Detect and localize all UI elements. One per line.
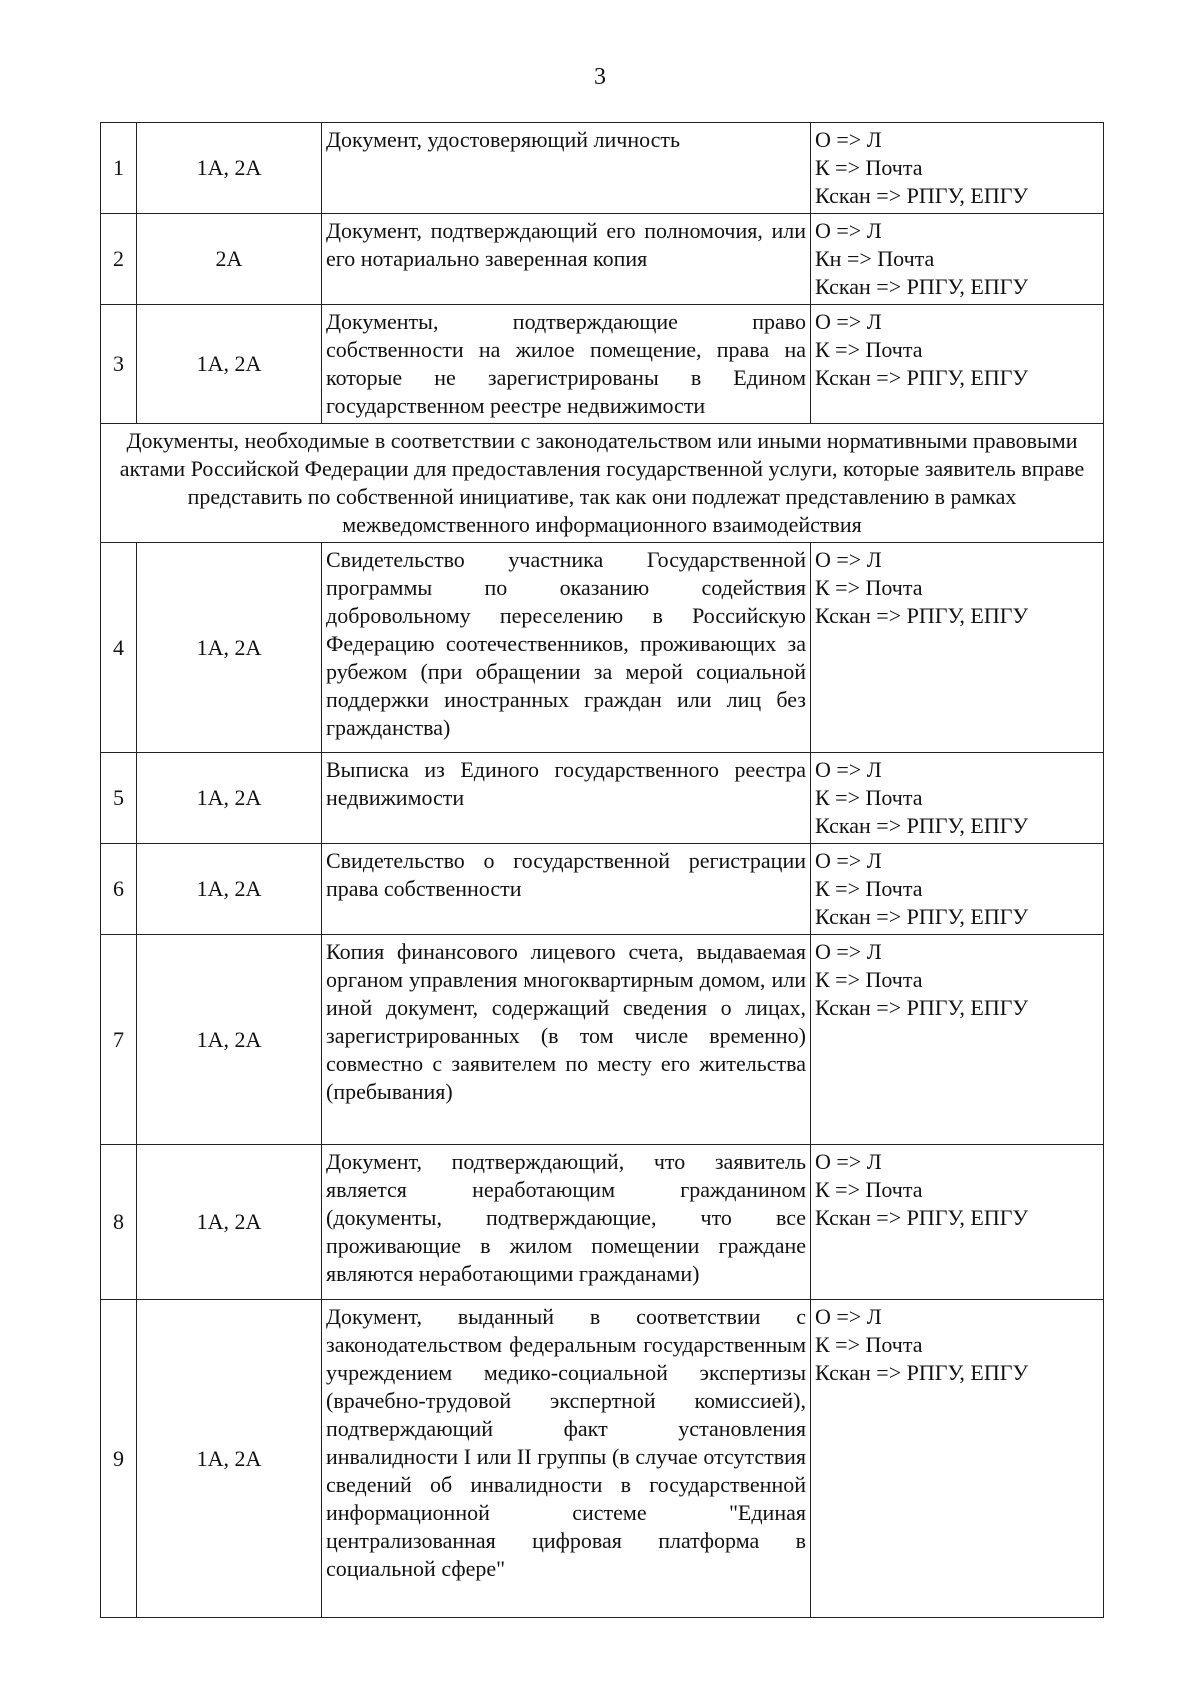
submission-method: О => Л К => Почта Кскан => РПГУ, ЕПГУ bbox=[811, 1145, 1104, 1300]
document-name: Свидетельство о государственной регистрации права собственности bbox=[322, 844, 811, 935]
page-number: 3 bbox=[594, 64, 606, 90]
row-number: 9 bbox=[101, 1300, 137, 1618]
row-number: 3 bbox=[101, 305, 137, 424]
submission-method: О => Л К => Почта Кскан => РПГУ, ЕПГУ bbox=[811, 844, 1104, 935]
document-name: Документы, подтверждающие право собственности на жилое помещение, права на которые не зарегистрированы в Едином государственном реестре недвижимости bbox=[322, 305, 811, 424]
submission-method: О => Л К => Почта Кскан => РПГУ, ЕПГУ bbox=[811, 753, 1104, 844]
table-row bbox=[101, 543, 1104, 753]
applicant-category: 1А, 2А bbox=[137, 305, 322, 424]
table-row bbox=[101, 123, 1104, 214]
documents-table bbox=[100, 122, 1104, 1618]
row-number: 1 bbox=[101, 123, 137, 214]
applicant-category: 1А, 2А bbox=[137, 1300, 322, 1618]
table-row bbox=[101, 935, 1104, 1145]
section-row bbox=[101, 424, 1104, 543]
document-name: Документ, выданный в соответствии с законодательством федеральным государственным учреждением медико-социальной экспертизы (врачебно-трудовой экспертной комиссией), подтверждающий факт установления инвалидности I или II группы (в случае отсутствия сведений об инвалидности в государственной информационной системе "Единая централизованная цифровая платформа в социальной сфере" bbox=[322, 1300, 811, 1618]
document-name: Выписка из Единого государственного реестра недвижимости bbox=[322, 753, 811, 844]
row-number: 7 bbox=[101, 935, 137, 1145]
submission-method: О => Л К => Почта Кскан => РПГУ, ЕПГУ bbox=[811, 1300, 1104, 1618]
row-number: 8 bbox=[101, 1145, 137, 1300]
applicant-category: 1А, 2А bbox=[137, 844, 322, 935]
submission-method: О => Л К => Почта Кскан => РПГУ, ЕПГУ bbox=[811, 543, 1104, 753]
applicant-category: 1А, 2А bbox=[137, 935, 322, 1145]
row-number: 2 bbox=[101, 214, 137, 305]
applicant-category: 1А, 2А bbox=[137, 123, 322, 214]
document-name: Документ, подтверждающий его полномочия, или его нотариально заверенная копия bbox=[322, 214, 811, 305]
table-row bbox=[101, 753, 1104, 844]
table-row bbox=[101, 1300, 1104, 1618]
applicant-category: 1А, 2А bbox=[137, 543, 322, 753]
document-name: Свидетельство участника Государственной программы по оказанию содействия добровольному переселению в Российскую Федерацию соотечественников, проживающих за рубежом (при обращении за мерой социальной поддержки иностранных граждан или лиц без гражданства) bbox=[322, 543, 811, 753]
submission-method: О => Л Кн => Почта Кскан => РПГУ, ЕПГУ bbox=[811, 214, 1104, 305]
row-number: 5 bbox=[101, 753, 137, 844]
row-number: 6 bbox=[101, 844, 137, 935]
document-name: Копия финансового лицевого счета, выдаваемая органом управления многоквартирным домом, или иной документ, содержащий сведения о лицах, зарегистрированных (в том числе временно) совместно с заявителем по месту его жительства (пребывания) bbox=[322, 935, 811, 1145]
table-row bbox=[101, 844, 1104, 935]
row-number: 4 bbox=[101, 543, 137, 753]
table-row bbox=[101, 214, 1104, 305]
table-row bbox=[101, 305, 1104, 424]
submission-method: О => Л К => Почта Кскан => РПГУ, ЕПГУ bbox=[811, 305, 1104, 424]
applicant-category: 2А bbox=[137, 214, 322, 305]
document-name: Документ, удостоверяющий личность bbox=[322, 123, 811, 214]
applicant-category: 1А, 2А bbox=[137, 1145, 322, 1300]
submission-method: О => Л К => Почта Кскан => РПГУ, ЕПГУ bbox=[811, 123, 1104, 214]
document-name: Документ, подтверждающий, что заявитель является неработающим гражданином (документы, подтверждающие, что все проживающие в жилом помещении граждане являются неработающими гражданами) bbox=[322, 1145, 811, 1300]
applicant-category: 1А, 2А bbox=[137, 753, 322, 844]
table-row bbox=[101, 1145, 1104, 1300]
section-heading: Документы, необходимые в соответствии с законодательством или иными нормативными правовыми актами Российской Федерации для предоставления государственной услуги, которые заявитель вправе представить по собственной инициативе, так как они подлежат представлению в рамках межведомственного информационного взаимодействия bbox=[101, 424, 1104, 543]
submission-method: О => Л К => Почта Кскан => РПГУ, ЕПГУ bbox=[811, 935, 1104, 1145]
